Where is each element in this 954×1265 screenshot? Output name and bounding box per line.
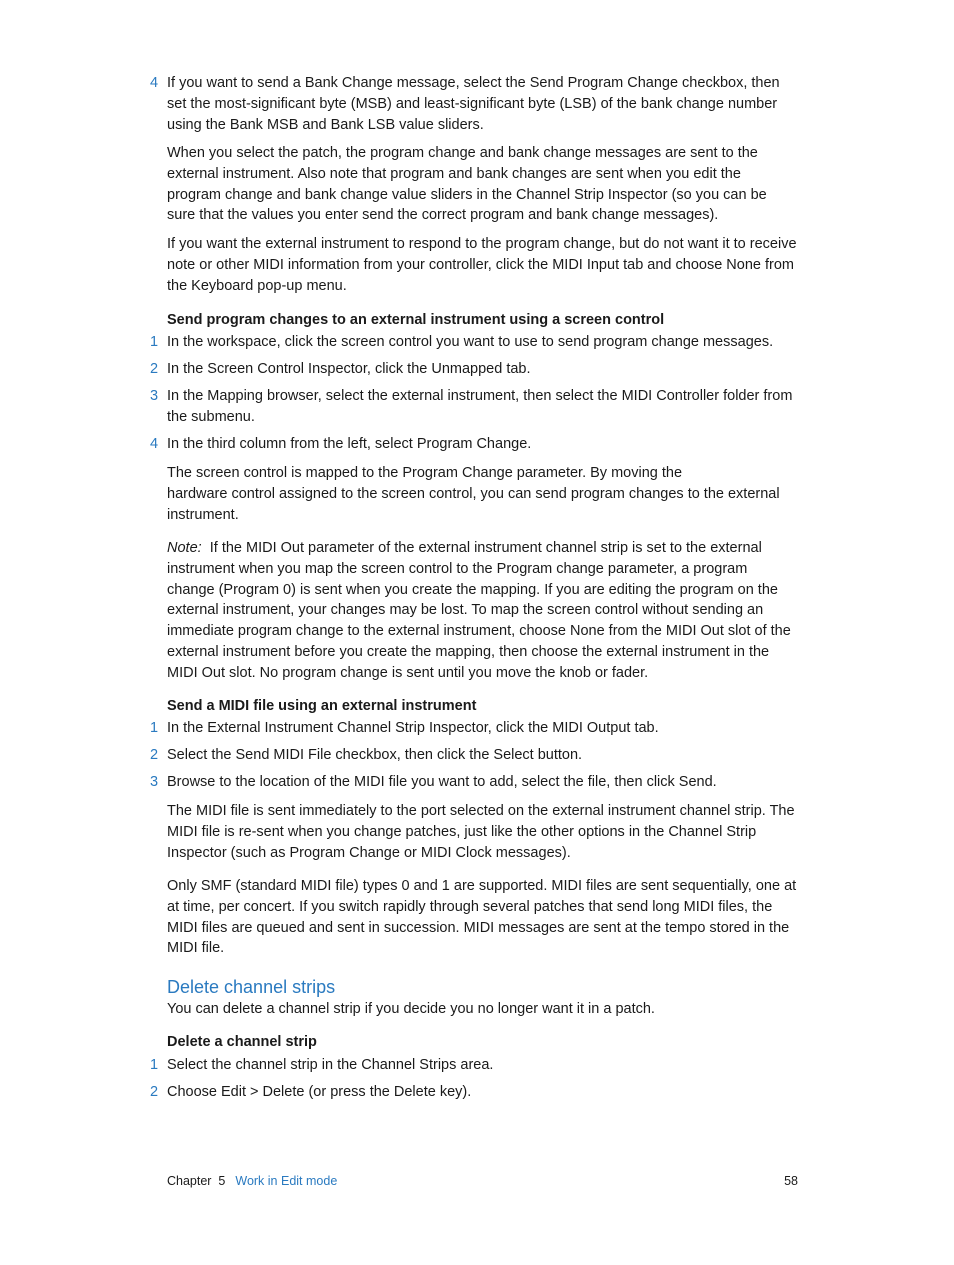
- step-number: 1: [150, 1057, 159, 1073]
- step-number: 3: [150, 774, 159, 790]
- step-number: 4: [150, 436, 159, 452]
- step-number: 1: [150, 334, 159, 350]
- step-text: In the Mapping browser, select the external instrument, then select the MIDI Controller folder from the submenu.: [167, 388, 793, 425]
- step-text: In the Screen Control Inspector, click the Unmapped tab.: [167, 361, 531, 377]
- step-text: Choose Edit > Delete (or press the Delete key).: [167, 1084, 472, 1100]
- result-line: The screen control is mapped to the Program Change parameter. By moving the: [167, 465, 683, 481]
- step-number: 2: [150, 1084, 159, 1100]
- note-paragraph: [167, 538, 797, 684]
- step-text: In the third column from the left, select Program Change.: [167, 436, 532, 452]
- task-heading-screen-control: Send program changes to an external instrument using a screen control: [167, 312, 665, 328]
- step-number: 2: [150, 361, 159, 377]
- footer-chapter-link[interactable]: Work in Edit mode: [235, 1174, 338, 1188]
- paragraph-midi-input: If you want the external instrument to respond to the program change, but do not want it to receive note or other MIDI information from your controller, click the MIDI Input tab and choose None from the Keyboard pop-up menu.: [167, 236, 797, 294]
- step-text: If you want to send a Bank Change message, select the Send Program Change checkbox, then set the most-significant byte (MSB) and least-significant byte (LSB) of the bank change number using the Bank MSB and Bank LSB value sliders.: [167, 75, 780, 133]
- step-send-bank-change: [150, 73, 800, 135]
- list-item: [150, 386, 800, 428]
- list-item: [150, 745, 800, 766]
- paragraph-screen-control-result: [167, 463, 797, 525]
- list-item: [150, 718, 800, 739]
- note-text: If the MIDI Out parameter of the external instrument channel strip is set to the external instrument when you map the screen control to the Program change parameter, a program change (Program 0) is sent when you create the mapping. If you are editing the program on the external instrument, your changes may be lost. To map the screen control without sending an immediate program change to the external instrument, choose None from the MIDI Out slot of the external instrument before you create the mapping, then choose the external instrument in the MIDI Out slot. No program change is sent until you move the knob or fader.: [167, 540, 791, 681]
- list-item: [150, 434, 800, 455]
- paragraph-midi-file-sent: The MIDI file is sent immediately to the port selected on the external instrument channel strip. The MIDI file is re-sent when you change patches, just like the other options in the Channel Strip Inspector (such as Program Change or MIDI Clock messages).: [167, 803, 795, 861]
- step-number: 1: [150, 720, 159, 736]
- footer-chapter-number: Chapter 5: [167, 1174, 226, 1188]
- list-item: [150, 1082, 800, 1103]
- paragraph-patch-select: When you select the patch, the program change and bank change messages are sent to the external instrument. Also note that program and bank changes are sent when you edit the program change and bank change value sliders in the Channel Strip Inspector (so you can be sure that the values you enter send the correct program and bank change messages).: [167, 145, 767, 224]
- list-item: [150, 359, 800, 380]
- note-label: Note:: [167, 540, 202, 556]
- page-number: 58: [784, 1174, 798, 1188]
- section-title: Delete channel strips: [167, 977, 336, 997]
- result-line: hardware control assigned to the screen control, you can send program changes to the external instrument.: [167, 485, 780, 523]
- list-item: [150, 332, 800, 353]
- step-number: 3: [150, 388, 159, 404]
- task-heading-midi-file: Send a MIDI file using an external instrument: [167, 698, 477, 714]
- step-text: Select the channel strip in the Channel Strips area.: [167, 1057, 494, 1073]
- step-text: Select the Send MIDI File checkbox, then click the Select button.: [167, 747, 583, 763]
- step-number: 2: [150, 747, 159, 763]
- list-item: [150, 772, 800, 793]
- step-number: 4: [150, 75, 159, 91]
- paragraph-smf-types: Only SMF (standard MIDI file) types 0 and 1 are supported. MIDI files are sent sequentially, one at at time, per concert. If you switch rapidly through several patches that send long MIDI files, the MIDI files are queued and sent in succession. MIDI messages are sent at the tempo stored in the MIDI file.: [167, 878, 797, 957]
- step-text: Browse to the location of the MIDI file you want to add, select the file, then click Send.: [167, 774, 717, 790]
- list-item: [150, 1055, 800, 1076]
- section-intro: You can delete a channel strip if you decide you no longer want it in a patch.: [167, 1001, 655, 1017]
- footer-chapter: [167, 1172, 337, 1190]
- task-heading-delete: Delete a channel strip: [167, 1034, 317, 1050]
- step-text: In the workspace, click the screen control you want to use to send program change messages.: [167, 334, 774, 350]
- step-text: In the External Instrument Channel Strip Inspector, click the MIDI Output tab.: [167, 720, 659, 736]
